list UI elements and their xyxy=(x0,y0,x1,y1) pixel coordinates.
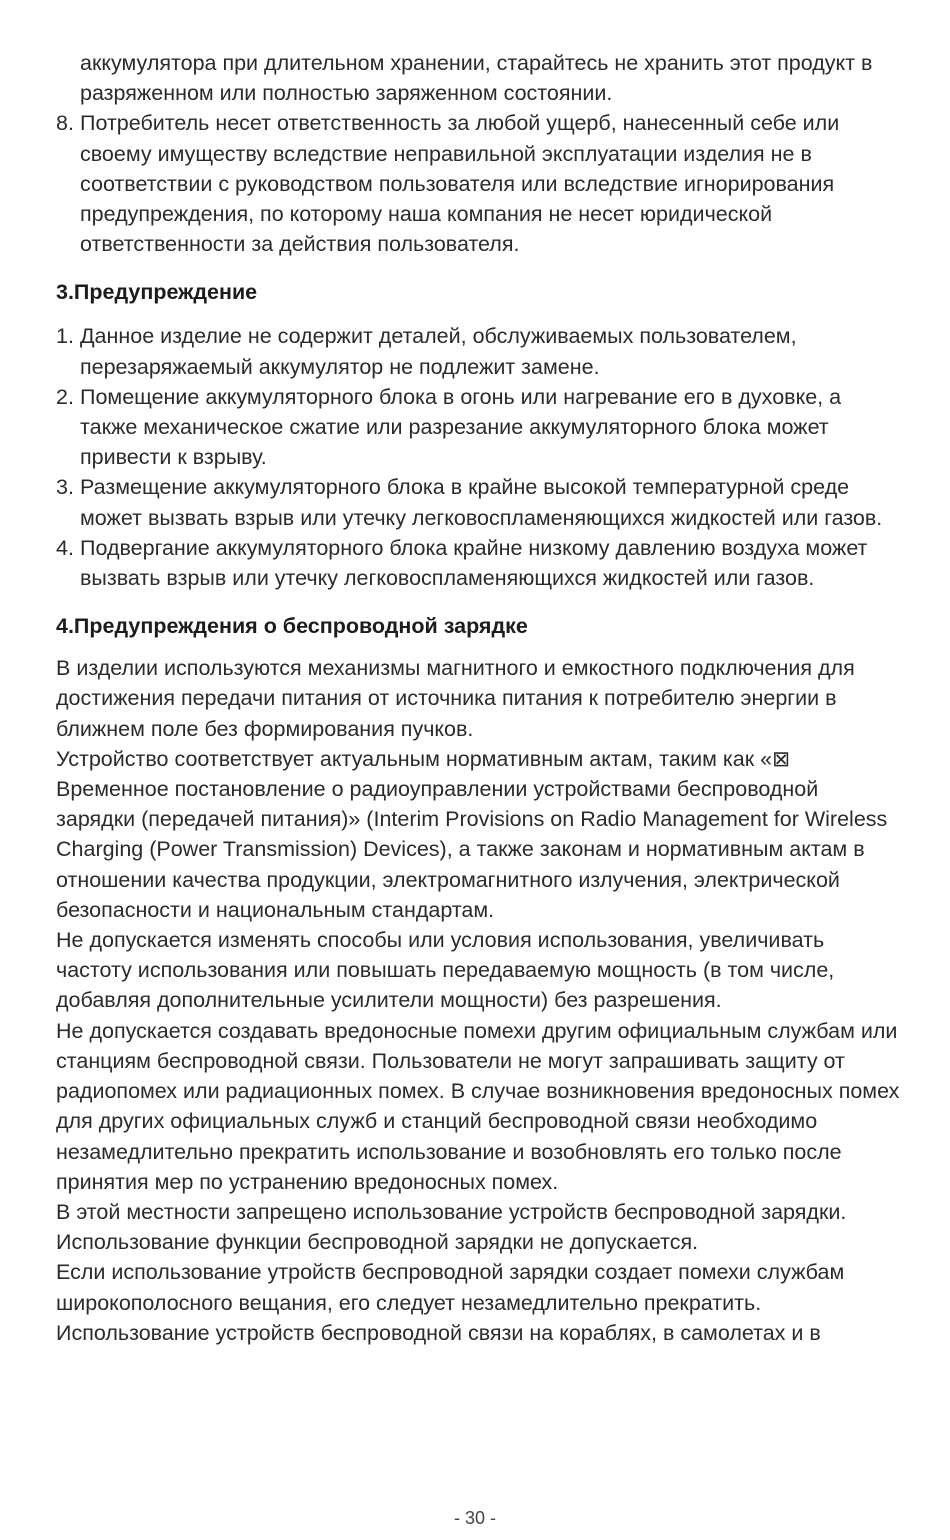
list-number: 8. xyxy=(56,111,74,136)
list-item xyxy=(56,321,902,381)
list-item xyxy=(56,382,902,473)
list-number: 4. xyxy=(56,535,74,560)
section-4-heading: 4.Предупреждения о беспроводной зарядке xyxy=(56,614,528,639)
list-item-text: Подвергание аккумуляторного блока крайне низкому давлению воздуха может вызвать взрыв или утечку легковоспламеняющихся жидкостей или газов. xyxy=(80,535,868,591)
paragraph: В изделии используются механизмы магнитного и емкостного подключения для достижения передачи питания от источника питания к потребителю энергии в ближнем поле без формирования пучков. xyxy=(56,656,855,741)
warning-list xyxy=(56,321,902,593)
list-item xyxy=(56,472,902,532)
list-item-text: Размещение аккумуляторного блока в крайне высокой температурной среде может вызвать взрыв или утечку легковоспламеняющихся жидкостей или газов. xyxy=(80,475,883,530)
intro-continuation: аккумулятора при длительном хранении, старайтесь не хранить этот продукт в разряженном или полностью заряженном состоянии. xyxy=(80,51,873,106)
paragraph: Использование устройств беспроводной связи на кораблях, в самолетах и в xyxy=(56,1320,821,1345)
list-number: 3. xyxy=(56,475,74,500)
paragraph: Устройство соответствует актуальным нормативным актам, таким как «⊠ Временное постановление о радиоуправлении устройствами беспроводной зарядки (передачей питания)» (Interim Provisions on Radio Management for Wireless Charging (Power Transmission) Devices), а также законам и нормативным актам в отношении качества продукции, электромагнитного излучения, электрической безопасности и национальным стандартам. xyxy=(56,746,888,922)
list-number: 2. xyxy=(56,384,74,409)
list-item xyxy=(56,533,902,593)
list-item-text: Помещение аккумуляторного блока в огонь или нагревание его в духовке, а также механическое сжатие или разрезание аккумуляторного блока может привести к взрыву. xyxy=(80,384,842,470)
paragraph: В этой местности запрещено использование устройств беспроводной зарядки. Использование функции беспроводной зарядки не допускается. xyxy=(56,1199,847,1255)
list-item-text: Потребитель несет ответственность за любой ущерб, нанесенный себе или своему имуществу вследствие неправильной эксплуатации изделия не в соответствии с руководством пользователя или вследствие игнорирования предупреждения, по которому наша компания не несет юридической ответственности за действия пользователя. xyxy=(80,111,840,257)
paragraph: Не допускается изменять способы или условия использования, увеличивать частоту использования или повышать передаваемую мощность (в том числе, добавляя дополнительные усилители мощности) без разрешения. xyxy=(56,928,835,1013)
wireless-charging-body xyxy=(56,653,902,1348)
paragraph: Если использование утройств беспроводной зарядки создает помехи службам широкополосного вещания, его следует незамедлительно прекратить. xyxy=(56,1260,845,1315)
list-number: 1. xyxy=(56,324,74,349)
page-number: - 30 - xyxy=(453,1508,496,1528)
section-3-heading: 3.Предупреждение xyxy=(56,280,258,305)
list-item-text: Данное изделие не содержит деталей, обслуживаемых пользователем, перезаряжаемый аккумулятор не подлежит замене. xyxy=(80,324,797,379)
paragraph: Не допускается создавать вредоносные помехи другим официальным службам или станциям беспроводной связи. Пользователи не могут запрашивать защиту от радиопомех или радиационных помех. В случае возникновения вредоносных помех для других официальных служб и станций беспроводной связи необходимо незамедлительно прекратить использование и возобновлять его только после принятия мер по устранению вредоносных помех. xyxy=(56,1018,900,1194)
list-item-8 xyxy=(56,108,902,259)
document-page xyxy=(56,48,902,1348)
